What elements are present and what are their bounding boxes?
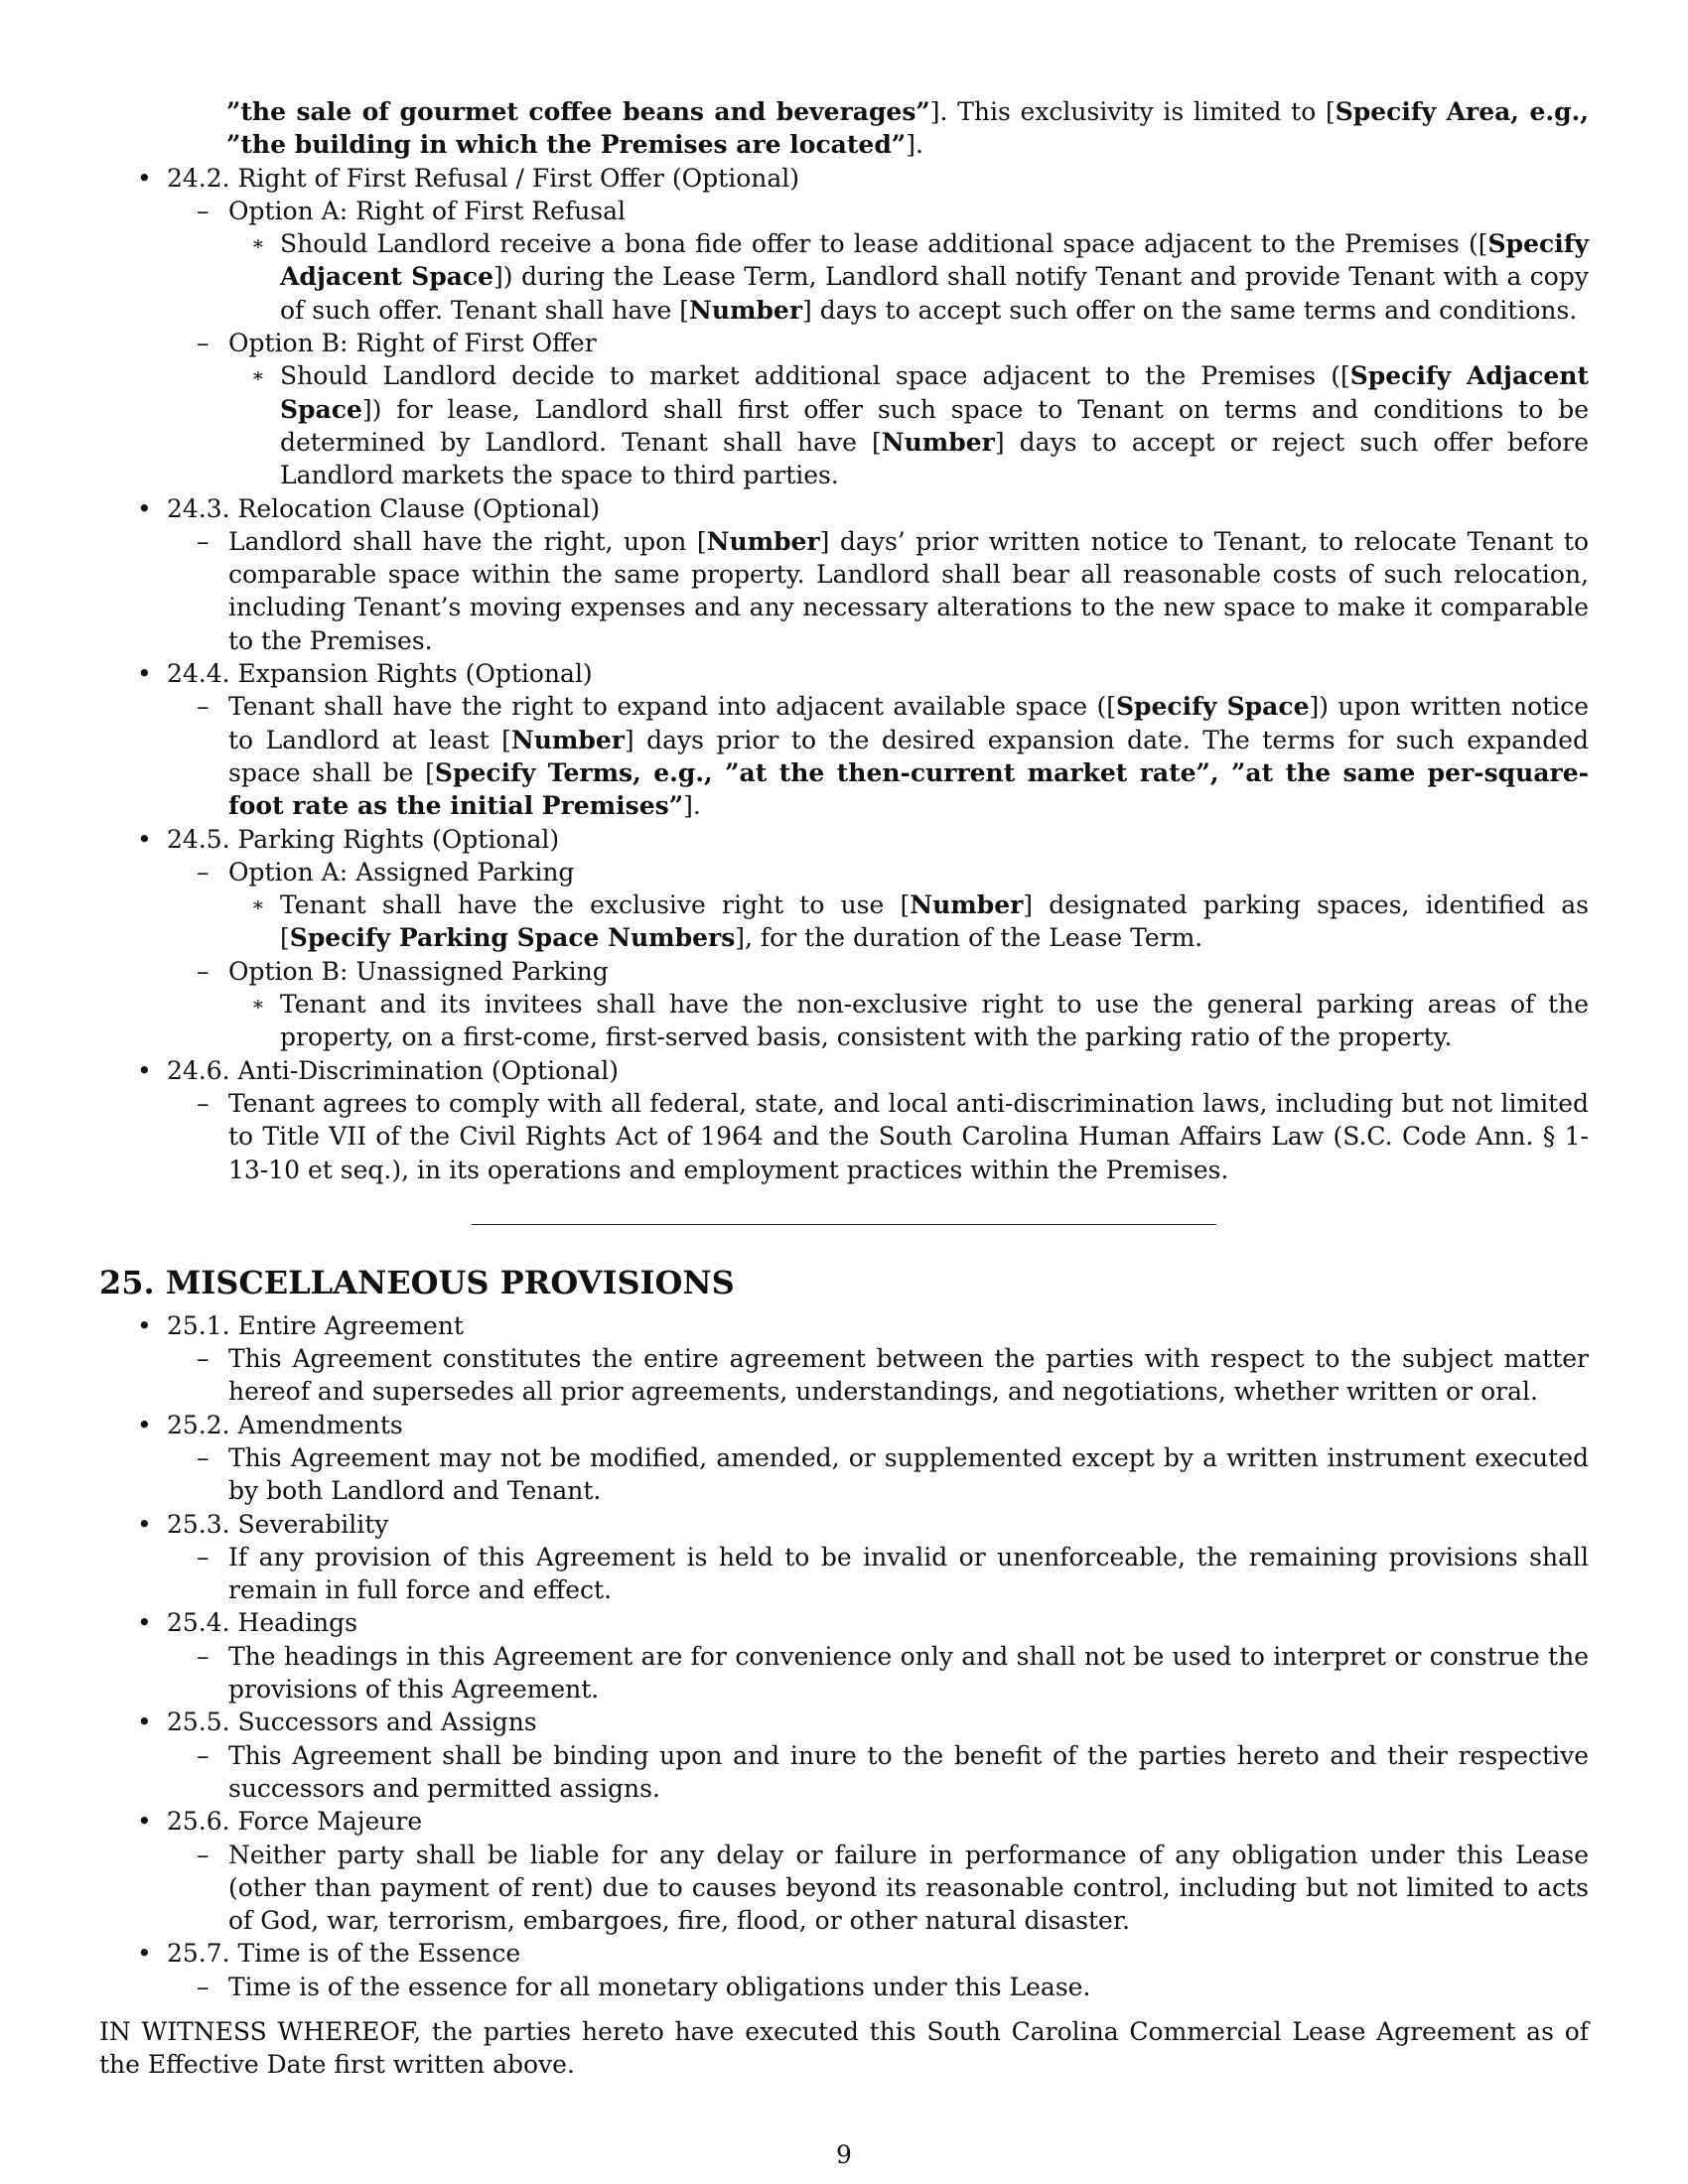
list-item-25-7 xyxy=(99,1937,1589,2003)
document-page xyxy=(99,95,1589,2082)
bullet-marker: • xyxy=(137,1410,152,1439)
bullet-marker: • xyxy=(137,493,152,523)
item-text: – Neither party shall be liable for any delay or failure in performance of any obligation under this Lease (other than payment of rent) due to causes beyond its reasonable control, including but not limited to acts of God, war, terrorism, embargoes, fire, flood, or other natural disaster. xyxy=(197,1840,1589,1936)
list-item-25-1 xyxy=(99,1309,1589,1409)
witness-paragraph: IN WITNESS WHEREOF, the parties hereto have executed this South Carolina Commercial Lease Agreement as of the Effective Date first written above. xyxy=(99,2017,1589,2080)
dash-marker: – xyxy=(197,692,210,722)
dash-marker: – xyxy=(197,1840,210,1869)
item-text: – If any provision of this Agreement is held to be invalid or unenforceable, the remaining provisions shall remain in full force and effect. xyxy=(197,1542,1589,1605)
item-label: 24.6. Anti-Discrimination (Optional) xyxy=(167,1055,619,1085)
star-marker: ∗ xyxy=(251,363,265,388)
dash-marker: – xyxy=(197,1344,210,1374)
option-a-assigned: – Option A: Assigned Parking ∗ Tenant shall have the exclusive right to use [Number] designated parking spaces, identified as [Specify Parking Space Numbers], for the duration of the Lease Term. xyxy=(167,856,1589,955)
option-text: ∗ Should Landlord receive a bona fide offer to lease additional space adjacent to the Premises ([Specify Adjacent Space]) during the Lease Term, Landlord shall notify Tenant and provide Tenant with a copy of such offer. Tenant shall have [Number] days to accept such offer on the same terms and conditions. xyxy=(251,229,1589,325)
section-divider xyxy=(472,1224,1216,1225)
option-text: ∗ Should Landlord decide to market additional space adjacent to the Premises ([Specify Adjacent Space]) for lease, Landlord shall first offer such space to Tenant on terms and conditions to be determined by Landlord. Tenant shall have [Number] days to accept or reject such offer before Landlord markets the space to third parties. xyxy=(251,361,1589,490)
option-b-first-offer: – Option B: Right of First Offer ∗ Should Landlord decide to market additional space adjacent to the Premises ([Specify Adjacent Space]) for lease, Landlord shall first offer such space to Tenant on terms and conditions to be determined by Landlord. Tenant shall have [Number] days to accept or reject such offer before Landlord markets the space to third parties. xyxy=(167,327,1589,491)
dash-marker: – xyxy=(197,329,210,358)
bullet-marker: • xyxy=(137,824,152,854)
dash-marker: – xyxy=(197,956,210,986)
dash-marker: – xyxy=(197,857,210,887)
bullet-marker: • xyxy=(137,1608,152,1638)
list-item-24-3 xyxy=(99,492,1589,657)
item-label: 25.1. Entire Agreement xyxy=(167,1310,464,1340)
item-text: – This Agreement shall be binding upon and inure to the benefit of the parties hereto and their respective successors and permitted assigns. xyxy=(197,1740,1589,1803)
item-label: 24.2. Right of First Refusal / First Offer (Optional) xyxy=(167,163,800,193)
star-marker: ∗ xyxy=(251,992,265,1017)
list-item-25-6 xyxy=(99,1805,1589,1937)
list-item-24-5 xyxy=(99,823,1589,1054)
item-label: 24.3. Relocation Clause (Optional) xyxy=(167,493,601,523)
star-marker: ∗ xyxy=(251,892,265,917)
bullet-marker: • xyxy=(137,1707,152,1737)
item-label: 25.6. Force Majeure xyxy=(167,1807,423,1837)
bullet-marker: • xyxy=(137,163,152,193)
bullet-marker: • xyxy=(137,1509,152,1539)
star-marker: ∗ xyxy=(251,231,265,256)
bullet-marker: • xyxy=(137,1939,152,1969)
bullet-marker: • xyxy=(137,659,152,689)
dash-marker: – xyxy=(197,1641,210,1671)
item-label: 25.4. Headings xyxy=(167,1608,357,1638)
item-label: 25.2. Amendments xyxy=(167,1410,403,1439)
option-text: ∗ Tenant and its invitees shall have the non-exclusive right to use the general parking areas of the property, on a first-come, first-served basis, consistent with the parking ratio of the property. xyxy=(251,990,1589,1052)
item-text: – Tenant agrees to comply with all federal, state, and local anti-discrimination laws, including but not limited to Title VII of the Civil Rights Act of 1964 and the South Carolina Human Affairs Law (S.C. Code Ann. § 1-13-10 et seq.), in its operations and employment practices within the Premises. xyxy=(197,1088,1589,1184)
section-24-list xyxy=(99,162,1589,1186)
option-a-refusal: – Option A: Right of First Refusal ∗ Should Landlord receive a bona fide offer to lease additional space adjacent to the Premises ([Specify Adjacent Space]) during the Lease Term, Landlord shall notify Tenant and provide Tenant with a copy of such offer. Tenant shall have [Number] days to accept such offer on the same terms and conditions. xyxy=(167,195,1589,327)
bullet-marker: • xyxy=(137,1310,152,1340)
bold-area-text: Specify Area, e.g., ”the building in which the Premises are located” xyxy=(226,97,1589,160)
bullet-marker: • xyxy=(137,1055,152,1085)
dash-marker: – xyxy=(197,1542,210,1571)
bullet-marker: • xyxy=(137,1807,152,1837)
dash-marker: – xyxy=(197,1442,210,1472)
page-number: 9 xyxy=(836,2140,852,2169)
list-item-24-2 xyxy=(99,162,1589,492)
option-b-unassigned: – Option B: Unassigned Parking ∗ Tenant and its invitees shall have the non-exclusive right to use the general parking areas of the property, on a first-come, first-served basis, consistent with the parking ratio of the property. xyxy=(167,955,1589,1054)
item-label: 24.4. Expansion Rights (Optional) xyxy=(167,659,593,689)
item-text: – This Agreement constitutes the entire agreement between the parties with respect to the subject matter hereof and supersedes all prior agreements, understandings, and negotiations, whether written or oral. xyxy=(197,1344,1589,1407)
item-text: – Tenant shall have the right to expand into adjacent available space ([Specify Space]) upon written notice to Landlord at least [Number] days prior to the desired expansion date. The terms for such expanded space shall be [Specify Terms, e.g., ”at the then-current market rate”, ”at the same per-square-foot rate as the initial Premises”]. xyxy=(197,692,1590,821)
section-heading: 25. MISCELLANEOUS PROVISIONS xyxy=(99,1263,735,1301)
section-25-list xyxy=(99,1309,1589,2003)
item-label: 25.3. Severability xyxy=(167,1509,389,1539)
list-item-25-3 xyxy=(99,1508,1589,1607)
item-label: 24.5. Parking Rights (Optional) xyxy=(167,824,560,854)
list-item-24-4 xyxy=(99,657,1589,822)
option-text: ∗ Tenant shall have the exclusive right to use [Number] designated parking spaces, identified as [Specify Parking Space Numbers], for the duration of the Lease Term. xyxy=(251,890,1590,953)
list-item-25-4 xyxy=(99,1606,1589,1706)
item-text: – Landlord shall have the right, upon [Number] days’ prior written notice to Tenant, to relocate Tenant to comparable space within the same property. Landlord shall bear all reasonable costs of such relocation, including Tenant’s moving expenses and any necessary alterations to the new space to make it comparable to the Premises. xyxy=(197,526,1589,655)
item-text: – Time is of the essence for all monetary obligations under this Lease. xyxy=(167,1971,1589,2003)
item-label: 25.7. Time is of the Essence xyxy=(167,1939,521,1969)
item-text: – This Agreement may not be modified, amended, or supplemented except by a written instrument executed by both Landlord and Tenant. xyxy=(197,1442,1589,1506)
list-item-24-6 xyxy=(99,1054,1589,1186)
dash-marker: – xyxy=(197,1740,210,1770)
item-text: – The headings in this Agreement are for convenience only and shall not be used to interpret or construe the provisions of this Agreement. xyxy=(197,1641,1589,1705)
list-item-25-5 xyxy=(99,1706,1589,1805)
item-label: 25.5. Successors and Assigns xyxy=(167,1707,537,1737)
list-item-25-2 xyxy=(99,1409,1589,1508)
dash-marker: – xyxy=(197,196,210,225)
dash-marker: – xyxy=(197,1972,210,2001)
exclusivity-continuation: ”the sale of gourmet coffee beans and beverages”]. This exclusivity is limited to [Specify Area, e.g., ”the building in which the Premises are located”]. xyxy=(226,97,1589,160)
bold-use-text: ”the sale of gourmet coffee beans and beverages” xyxy=(226,97,930,126)
dash-marker: – xyxy=(197,526,210,556)
dash-marker: – xyxy=(197,1088,210,1118)
